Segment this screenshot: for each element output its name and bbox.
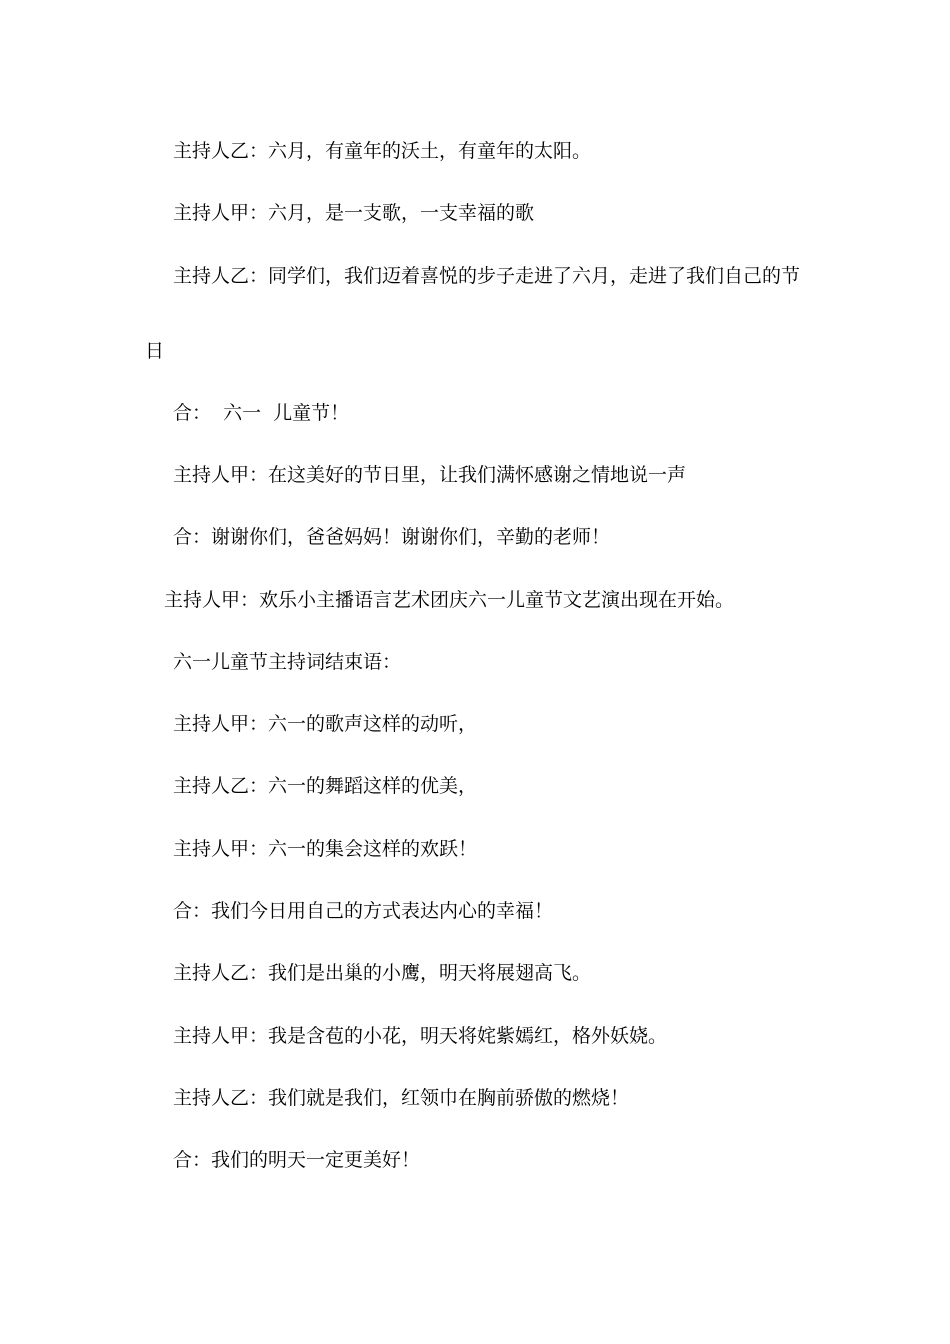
- text-line: 主持人乙：六月，有童年的沃土，有童年的太阳。: [173, 140, 592, 162]
- text-line: 主持人乙：同学们，我们迈着喜悦的步子走进了六月，走进了我们自己的节: [173, 265, 801, 287]
- text-line: 主持人甲：欢乐小主播语言艺术团庆六一儿童节文艺演出现在开始。: [164, 589, 735, 611]
- text-line: 主持人甲：我是含苞的小花，明天将姹紫嫣红，格外妖娆。: [173, 1025, 668, 1047]
- text-line: 合： 六一 儿童节！: [173, 402, 350, 424]
- text-line: 主持人甲：六一的歌声这样的动听，: [173, 713, 478, 735]
- text-line: 日: [145, 340, 165, 362]
- text-line: 六一儿童节主持词结束语：: [173, 651, 402, 673]
- text-line: 主持人乙：我们就是我们，红领巾在胸前骄傲的燃烧！: [173, 1087, 630, 1109]
- text-line: 合：我们今日用自己的方式表达内心的幸福！: [173, 900, 554, 922]
- text-line: 主持人乙：我们是出巢的小鹰，明天将展翅高飞。: [173, 962, 592, 984]
- text-line: 合：谢谢你们，爸爸妈妈！谢谢你们，辛勤的老师！: [173, 526, 611, 548]
- text-line: 合：我们的明天一定更美好！: [173, 1149, 421, 1171]
- text-line: 主持人乙：六一的舞蹈这样的优美，: [173, 775, 478, 797]
- text-line: 主持人甲：在这美好的节日里，让我们满怀感谢之情地说一声: [173, 464, 687, 486]
- text-line: 主持人甲：六一的集会这样的欢跃！: [173, 838, 478, 860]
- text-line: 主持人甲：六月，是一支歌，一支幸福的歌: [173, 202, 535, 224]
